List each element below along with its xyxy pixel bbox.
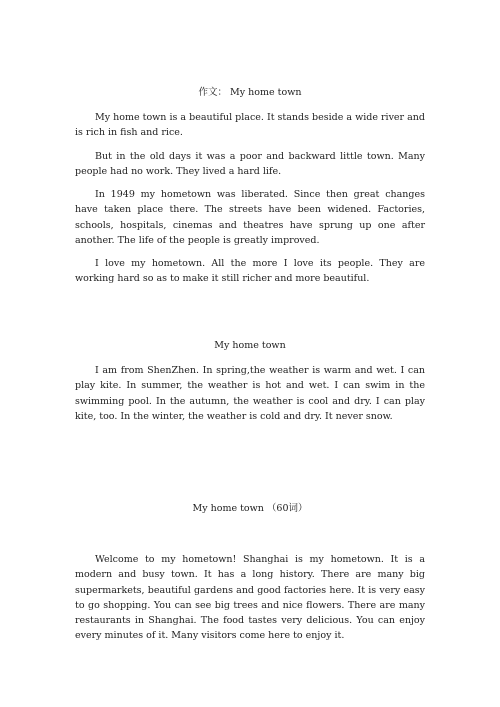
essay-2-paragraph-1: I am from ShenZhen. In spring,the weather is warm and wet. I can play kite. In summer, the weather is hot and wet. I can swim in the swimming pool. In the autumn, the weather is cool and dry. I can play kite, too. In the winter, the weather is cold and dry. It never snow. — [75, 365, 425, 422]
essay-1-paragraph-1: My home town is a beautiful place. It stands beside a wide river and is rich in fish and rice. — [75, 112, 425, 139]
essay-1-title: 作文： My home town — [198, 87, 302, 98]
essay-2-title: My home town — [214, 340, 286, 351]
essay-1-paragraph-3: In 1949 my hometown was liberated. Since then great changes have taken place there. The streets have been widened. Factories, schools, hospitals, cinemas and theatres have sprung up one after another. The life of the people is greatly improved. — [75, 189, 425, 246]
essay-3-paragraph-1: Welcome to my hometown! Shanghai is my hometown. It is a modern and busy town. It has a long history. There are many big supermarkets, beautiful gardens and good factories here. It is very easy to go shopping. You can see big trees and nice flowers. There are many restaurants in Shanghai. The food tastes very delicious. You can enjoy every minutes of it. Many visitors come here to enjoy it. — [75, 554, 425, 642]
essay-1-paragraph-4: I love my hometown. All the more I love its people. They are working hard so as to make it still richer and more beautiful. — [75, 258, 425, 285]
essay-1-paragraph-2: But in the old days it was a poor and backward little town. Many people had no work. They lived a hard life. — [75, 151, 425, 178]
essay-3-title: My home town （60词） — [192, 503, 308, 514]
